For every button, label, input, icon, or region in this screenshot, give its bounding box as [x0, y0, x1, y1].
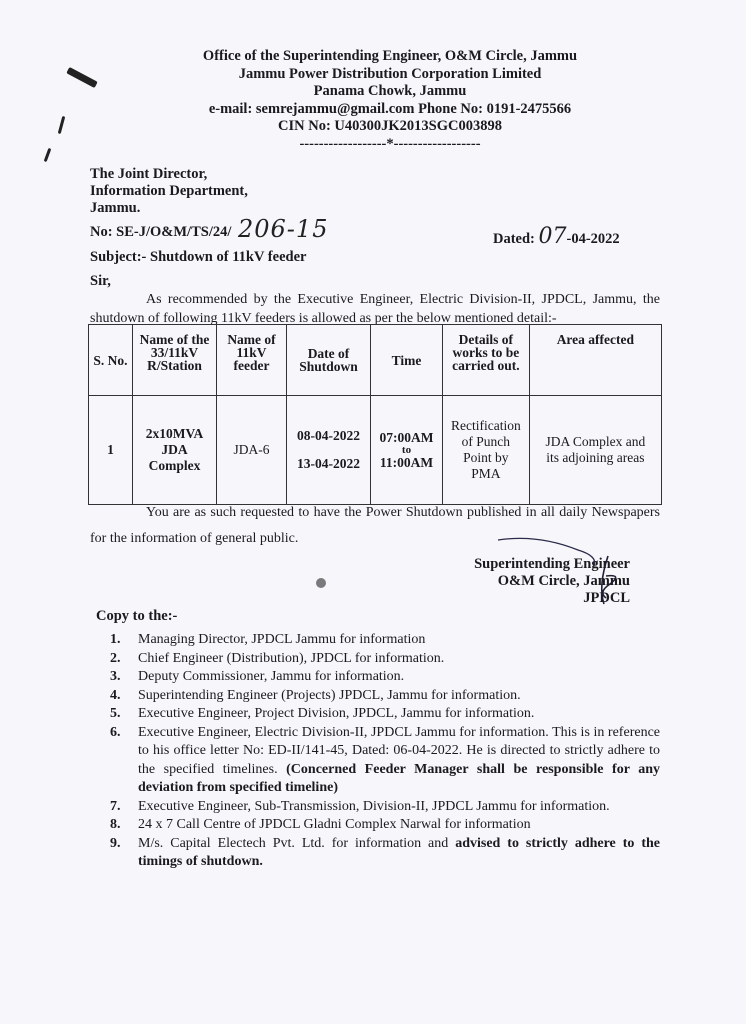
cell-time [371, 396, 443, 505]
request-paragraph: You are as such requested to have the Power Shutdown published in all daily Newspapers for the information of general public. [90, 505, 660, 546]
company-name: Jammu Power Distribution Corporation Limited [238, 65, 542, 82]
reference-number: No: SE-J/O&M/TS/24/ [90, 224, 232, 240]
body-paragraph: As recommended by the Executive Engineer, Electric Division-II, JPDCL, Jammu, the shutdown of following 11kV feeders is allowed as per the below mentioned detail:- [90, 292, 660, 326]
cell-area: JDA Complex and its adjoining areas [529, 396, 661, 505]
list-item: 3. Deputy Commissioner, Jammu for information. [110, 669, 405, 684]
addressee-block [90, 166, 248, 217]
col-header-date: Date of Shutdown [287, 325, 371, 396]
col-header-sno: S. No. [89, 325, 133, 396]
shutdown-table [88, 324, 662, 505]
col-header-details: Details of works to be carried out. [443, 325, 530, 396]
salutation: Sir, [90, 273, 111, 289]
dated-rest: -04-2022 [566, 231, 620, 247]
table-header-row [89, 325, 662, 396]
margin-mark [44, 148, 52, 162]
table-row [89, 396, 662, 505]
header-divider: ------------------*------------------ [299, 135, 481, 152]
time-to: 11:00AM [379, 455, 434, 470]
cell-feeder: JDA-6 [217, 396, 287, 505]
cell-date [287, 396, 371, 505]
handwritten-day: 07 [538, 224, 567, 249]
cin-line: CIN No: U40300JK2013SGC003898 [278, 118, 502, 134]
signatory-title: Superintending Engineer [474, 556, 630, 572]
list-item: 2. Chief Engineer (Distribution), JPDCL for information. [110, 650, 445, 666]
list-item: 1. Managing Director, JPDCL Jammu for information [110, 632, 426, 647]
date-to: 13-04-2022 [297, 456, 360, 471]
col-header-station: Name of the 33/11kV R/Station [133, 325, 217, 396]
list-item: 4. Superintending Engineer (Projects) JPDCL, Jammu for information. [110, 687, 521, 703]
ink-dot [316, 578, 326, 588]
date-from: 08-04-2022 [297, 428, 360, 443]
copy-to-title: Copy to the:- [96, 608, 178, 624]
cell-sno: 1 [89, 396, 133, 505]
list-item: 8. 24 x 7 Call Centre of JPDCL Gladni Complex Narwal for information [110, 817, 531, 832]
list-item: 9. M/s. Capital Electech Pvt. Ltd. for information and advised to strictly adhere to the timings of shutdown. [110, 835, 660, 869]
contact-line: e-mail: semrejammu@gmail.com Phone No: 0191-2475566 [208, 100, 572, 117]
list-item: 7. Executive Engineer, Sub-Transmission, Division-II, JPDCL Jammu for information. [110, 798, 610, 814]
time-separator: to [401, 444, 412, 456]
list-item: 5. Executive Engineer, Project Division, JPDCL, Jammu for information. [110, 706, 535, 721]
signature-scribble [498, 536, 618, 606]
copy-to-list [110, 631, 660, 872]
date-line [493, 224, 620, 249]
addressee-department: Information Department, [90, 183, 248, 199]
dated-label: Dated: [493, 231, 535, 247]
col-header-time: Time [371, 325, 443, 396]
signature-block [468, 556, 630, 607]
col-header-area: Area affected [529, 325, 661, 396]
reference-line [90, 215, 650, 249]
addressee-title: The Joint Director, [90, 166, 208, 182]
col-header-feeder: Name of 11kV feeder [217, 325, 287, 396]
margin-mark [58, 116, 66, 134]
list-item: 6. Executive Engineer, Electric Division-II, JPDCL Jammu for information. This is in reference to his office letter No: ED-II/141-45, Dated: 06-04-2022. He is directed to strictly adhere to the specified timelines. (Concerned Feeder Manager shall be responsible for any deviation from specified timeline) [110, 724, 660, 795]
office-name: Office of the Superintending Engineer, O&M Circle, Jammu [202, 48, 578, 64]
signatory-office: O&M Circle, Jammu [497, 573, 630, 589]
subject-line: Subject:- Shutdown of 11kV feeder [90, 249, 307, 265]
cell-station: 2x10MVA JDA Complex [133, 396, 217, 505]
cell-details: Rectification of Punch Point by PMA [443, 396, 530, 505]
letterhead [150, 48, 630, 153]
addressee-city: Jammu. [90, 200, 141, 216]
margin-mark [66, 67, 98, 88]
handwritten-reference: 206-15 [238, 215, 329, 243]
time-from: 07:00AM [379, 430, 434, 445]
signatory-org: JPDCL [583, 590, 630, 606]
office-address: Panama Chowk, Jammu [313, 83, 467, 99]
